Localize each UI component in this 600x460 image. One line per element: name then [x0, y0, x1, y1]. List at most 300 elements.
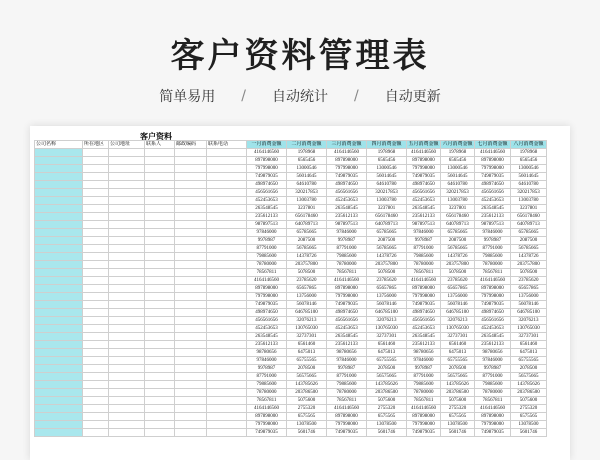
amount-cell[interactable]: 87791000 — [475, 373, 511, 381]
amount-cell[interactable]: 23785620 — [511, 277, 547, 285]
amount-cell[interactable]: 65657865 — [511, 285, 547, 293]
empty-cell[interactable] — [109, 165, 145, 173]
empty-cell[interactable] — [83, 165, 109, 173]
amount-cell[interactable]: 987897513 — [247, 221, 287, 229]
amount-cell[interactable]: 23785620 — [441, 277, 475, 285]
column-header[interactable]: 所在地区 — [83, 141, 109, 149]
empty-cell[interactable] — [35, 365, 83, 373]
amount-cell[interactable]: 203786500 — [441, 389, 475, 397]
empty-cell[interactable] — [35, 285, 83, 293]
column-header[interactable]: 三月消费金额 — [327, 141, 367, 149]
amount-cell[interactable]: 97846000 — [407, 357, 441, 365]
amount-cell[interactable]: 79885600 — [475, 253, 511, 261]
empty-cell[interactable] — [207, 381, 247, 389]
empty-cell[interactable] — [35, 253, 83, 261]
empty-cell[interactable] — [83, 405, 109, 413]
amount-cell[interactable]: 65755565 — [367, 357, 407, 365]
empty-cell[interactable] — [175, 277, 207, 285]
empty-cell[interactable] — [145, 189, 175, 197]
amount-cell[interactable]: 203757800 — [511, 261, 547, 269]
amount-cell[interactable]: 749879035 — [247, 429, 287, 437]
amount-cell[interactable]: 3237801 — [367, 205, 407, 213]
empty-cell[interactable] — [145, 277, 175, 285]
amount-cell[interactable]: 456561656 — [327, 317, 367, 325]
amount-cell[interactable]: 98780656 — [247, 349, 287, 357]
amount-cell[interactable]: 456561656 — [475, 189, 511, 197]
empty-cell[interactable] — [145, 341, 175, 349]
empty-cell[interactable] — [35, 421, 83, 429]
amount-cell[interactable]: 640789713 — [511, 221, 547, 229]
amount-cell[interactable]: 6575565 — [441, 413, 475, 421]
empty-cell[interactable] — [175, 381, 207, 389]
amount-cell[interactable]: 65657865 — [367, 285, 407, 293]
amount-cell[interactable]: 97846000 — [407, 229, 441, 237]
empty-cell[interactable] — [175, 173, 207, 181]
amount-cell[interactable]: 4164146560 — [407, 277, 441, 285]
empty-cell[interactable] — [35, 413, 83, 421]
empty-cell[interactable] — [83, 149, 109, 157]
amount-cell[interactable]: 263548545 — [407, 333, 441, 341]
amount-cell[interactable]: 749879035 — [327, 301, 367, 309]
empty-cell[interactable] — [207, 277, 247, 285]
empty-cell[interactable] — [109, 245, 145, 253]
amount-cell[interactable]: 797998000 — [475, 293, 511, 301]
empty-cell[interactable] — [83, 261, 109, 269]
empty-cell[interactable] — [145, 413, 175, 421]
empty-cell[interactable] — [35, 397, 83, 405]
empty-cell[interactable] — [109, 261, 145, 269]
column-header[interactable]: 六月消费金额 — [442, 141, 473, 147]
empty-cell[interactable] — [35, 205, 83, 213]
amount-cell[interactable]: 65657865 — [441, 285, 475, 293]
empty-cell[interactable] — [35, 381, 83, 389]
column-header[interactable]: 联系人 — [145, 141, 175, 149]
amount-cell[interactable]: 5078500 — [367, 269, 407, 277]
amount-cell[interactable]: 656178460 — [511, 213, 547, 221]
empty-cell[interactable] — [175, 413, 207, 421]
amount-cell[interactable]: 452453653 — [327, 325, 367, 333]
amount-cell[interactable]: 5601746 — [367, 429, 407, 437]
empty-cell[interactable] — [35, 389, 83, 397]
amount-cell[interactable]: 78567811 — [407, 269, 441, 277]
amount-cell[interactable]: 65785665 — [511, 229, 547, 237]
amount-cell[interactable]: 235612133 — [247, 341, 287, 349]
empty-cell[interactable] — [207, 429, 247, 437]
amount-cell[interactable]: 79885600 — [247, 381, 287, 389]
amount-cell[interactable]: 9978987 — [247, 237, 287, 245]
empty-cell[interactable] — [175, 157, 207, 165]
amount-cell[interactable]: 6565456 — [511, 157, 547, 165]
empty-cell[interactable] — [145, 165, 175, 173]
amount-cell[interactable]: 897898000 — [475, 157, 511, 165]
empty-cell[interactable] — [35, 173, 83, 181]
amount-cell[interactable]: 498974650 — [475, 309, 511, 317]
empty-cell[interactable] — [207, 357, 247, 365]
empty-cell[interactable] — [175, 285, 207, 293]
empty-cell[interactable] — [109, 157, 145, 165]
amount-cell[interactable]: 897898000 — [327, 157, 367, 165]
amount-cell[interactable]: 13078500 — [287, 421, 327, 429]
empty-cell[interactable] — [175, 205, 207, 213]
amount-cell[interactable]: 452453653 — [407, 197, 441, 205]
empty-cell[interactable] — [35, 293, 83, 301]
amount-cell[interactable]: 87791000 — [247, 245, 287, 253]
empty-cell[interactable] — [145, 381, 175, 389]
empty-cell[interactable] — [109, 421, 145, 429]
amount-cell[interactable]: 987897513 — [407, 221, 441, 229]
amount-cell[interactable]: 32076213 — [367, 317, 407, 325]
amount-cell[interactable]: 235612133 — [475, 213, 511, 221]
amount-cell[interactable]: 897898000 — [407, 157, 441, 165]
amount-cell[interactable]: 6475013 — [441, 349, 475, 357]
empty-cell[interactable] — [145, 301, 175, 309]
amount-cell[interactable]: 4164146560 — [327, 277, 367, 285]
amount-cell[interactable]: 78567811 — [247, 397, 287, 405]
empty-cell[interactable] — [175, 405, 207, 413]
amount-cell[interactable]: 13078500 — [441, 421, 475, 429]
amount-cell[interactable]: 263548545 — [407, 205, 441, 213]
amount-cell[interactable]: 203786500 — [511, 389, 547, 397]
amount-cell[interactable]: 5078500 — [287, 269, 327, 277]
empty-cell[interactable] — [109, 413, 145, 421]
empty-cell[interactable] — [83, 293, 109, 301]
amount-cell[interactable]: 452453653 — [407, 325, 441, 333]
amount-cell[interactable]: 235612133 — [327, 213, 367, 221]
amount-cell[interactable]: 452453653 — [475, 325, 511, 333]
empty-cell[interactable] — [35, 277, 83, 285]
empty-cell[interactable] — [35, 269, 83, 277]
amount-cell[interactable]: 64610780 — [287, 181, 327, 189]
amount-cell[interactable]: 646785100 — [511, 309, 547, 317]
empty-cell[interactable] — [109, 333, 145, 341]
amount-cell[interactable]: 897898000 — [475, 285, 511, 293]
amount-cell[interactable]: 640789713 — [441, 221, 475, 229]
empty-cell[interactable] — [207, 301, 247, 309]
amount-cell[interactable]: 2755320 — [287, 405, 327, 413]
amount-cell[interactable]: 32737301 — [511, 333, 547, 341]
amount-cell[interactable]: 749879035 — [475, 301, 511, 309]
amount-cell[interactable]: 749879035 — [475, 429, 511, 437]
amount-cell[interactable]: 4164146560 — [327, 149, 367, 157]
amount-cell[interactable]: 897898000 — [327, 413, 367, 421]
amount-cell[interactable]: 56014645 — [511, 173, 547, 181]
amount-cell[interactable]: 6575565 — [511, 413, 547, 421]
empty-cell[interactable] — [145, 389, 175, 397]
empty-cell[interactable] — [83, 381, 109, 389]
empty-cell[interactable] — [207, 189, 247, 197]
empty-cell[interactable] — [175, 341, 207, 349]
empty-cell[interactable] — [175, 389, 207, 397]
empty-cell[interactable] — [83, 325, 109, 333]
empty-cell[interactable] — [109, 405, 145, 413]
empty-cell[interactable] — [145, 397, 175, 405]
amount-cell[interactable]: 797998000 — [327, 421, 367, 429]
amount-cell[interactable]: 64610780 — [511, 181, 547, 189]
empty-cell[interactable] — [109, 205, 145, 213]
amount-cell[interactable]: 98780656 — [475, 349, 511, 357]
amount-cell[interactable]: 263548545 — [475, 333, 511, 341]
empty-cell[interactable] — [83, 301, 109, 309]
amount-cell[interactable]: 2087500 — [367, 237, 407, 245]
empty-cell[interactable] — [207, 181, 247, 189]
amount-cell[interactable]: 6565456 — [441, 157, 475, 165]
empty-cell[interactable] — [109, 341, 145, 349]
empty-cell[interactable] — [83, 181, 109, 189]
amount-cell[interactable]: 235612133 — [407, 341, 441, 349]
empty-cell[interactable] — [35, 333, 83, 341]
empty-cell[interactable] — [109, 365, 145, 373]
amount-cell[interactable]: 78780000 — [475, 389, 511, 397]
amount-cell[interactable]: 32076213 — [511, 317, 547, 325]
amount-cell[interactable]: 6561460 — [511, 341, 547, 349]
amount-cell[interactable]: 143785626 — [287, 381, 327, 389]
empty-cell[interactable] — [175, 181, 207, 189]
amount-cell[interactable]: 2755320 — [511, 405, 547, 413]
amount-cell[interactable]: 56575665 — [441, 373, 475, 381]
amount-cell[interactable]: 749879035 — [247, 173, 287, 181]
amount-cell[interactable]: 65657865 — [287, 285, 327, 293]
amount-cell[interactable]: 797998000 — [475, 165, 511, 173]
empty-cell[interactable] — [207, 173, 247, 181]
amount-cell[interactable]: 456561656 — [407, 189, 441, 197]
empty-cell[interactable] — [175, 293, 207, 301]
column-header[interactable]: 四月消费金额 — [367, 141, 407, 149]
empty-cell[interactable] — [175, 357, 207, 365]
amount-cell[interactable]: 2755320 — [367, 405, 407, 413]
amount-cell[interactable]: 65755565 — [441, 357, 475, 365]
amount-cell[interactable]: 13003780 — [287, 197, 327, 205]
amount-cell[interactable]: 13003780 — [441, 197, 475, 205]
empty-cell[interactable] — [109, 357, 145, 365]
empty-cell[interactable] — [175, 301, 207, 309]
empty-cell[interactable] — [35, 157, 83, 165]
amount-cell[interactable]: 498974650 — [247, 181, 287, 189]
empty-cell[interactable] — [207, 405, 247, 413]
amount-cell[interactable]: 56785665 — [441, 245, 475, 253]
amount-cell[interactable]: 13756000 — [367, 293, 407, 301]
amount-cell[interactable]: 797998000 — [327, 165, 367, 173]
empty-cell[interactable] — [175, 221, 207, 229]
amount-cell[interactable]: 1978968 — [367, 149, 407, 157]
amount-cell[interactable]: 1978968 — [441, 149, 475, 157]
amount-cell[interactable]: 56078146 — [367, 301, 407, 309]
empty-cell[interactable] — [145, 181, 175, 189]
amount-cell[interactable]: 79885600 — [475, 381, 511, 389]
amount-cell[interactable]: 97846000 — [327, 229, 367, 237]
amount-cell[interactable]: 235612133 — [475, 341, 511, 349]
amount-cell[interactable]: 797998000 — [407, 165, 441, 173]
amount-cell[interactable]: 263548545 — [247, 333, 287, 341]
empty-cell[interactable] — [175, 317, 207, 325]
empty-cell[interactable] — [145, 229, 175, 237]
amount-cell[interactable]: 78567811 — [247, 269, 287, 277]
empty-cell[interactable] — [207, 261, 247, 269]
empty-cell[interactable] — [109, 397, 145, 405]
empty-cell[interactable] — [35, 325, 83, 333]
amount-cell[interactable]: 64610780 — [367, 181, 407, 189]
amount-cell[interactable]: 13000546 — [511, 165, 547, 173]
amount-cell[interactable]: 13003780 — [511, 197, 547, 205]
empty-cell[interactable] — [35, 317, 83, 325]
empty-cell[interactable] — [145, 253, 175, 261]
empty-cell[interactable] — [145, 325, 175, 333]
empty-cell[interactable] — [83, 397, 109, 405]
amount-cell[interactable]: 646785100 — [441, 309, 475, 317]
empty-cell[interactable] — [175, 261, 207, 269]
empty-cell[interactable] — [35, 405, 83, 413]
amount-cell[interactable]: 320217853 — [441, 189, 475, 197]
empty-cell[interactable] — [83, 157, 109, 165]
empty-cell[interactable] — [35, 357, 83, 365]
empty-cell[interactable] — [35, 301, 83, 309]
amount-cell[interactable]: 79885600 — [247, 253, 287, 261]
amount-cell[interactable]: 56575665 — [367, 373, 407, 381]
amount-cell[interactable]: 79885600 — [327, 381, 367, 389]
amount-cell[interactable]: 749879035 — [327, 429, 367, 437]
amount-cell[interactable]: 13078500 — [367, 421, 407, 429]
amount-cell[interactable]: 5075600 — [441, 397, 475, 405]
empty-cell[interactable] — [145, 237, 175, 245]
column-header[interactable]: 一月消费金额 — [247, 141, 287, 149]
empty-cell[interactable] — [145, 261, 175, 269]
empty-cell[interactable] — [175, 213, 207, 221]
amount-cell[interactable]: 456561656 — [327, 189, 367, 197]
amount-cell[interactable]: 87791000 — [407, 245, 441, 253]
empty-cell[interactable] — [207, 293, 247, 301]
amount-cell[interactable]: 32737301 — [441, 333, 475, 341]
amount-cell[interactable]: 6565456 — [367, 157, 407, 165]
amount-cell[interactable]: 78567811 — [327, 397, 367, 405]
amount-cell[interactable]: 640789713 — [287, 221, 327, 229]
amount-cell[interactable]: 5075600 — [287, 397, 327, 405]
amount-cell[interactable]: 23785620 — [367, 277, 407, 285]
empty-cell[interactable] — [145, 149, 175, 157]
amount-cell[interactable]: 797998000 — [327, 293, 367, 301]
amount-cell[interactable]: 320217853 — [511, 189, 547, 197]
amount-cell[interactable]: 320217853 — [287, 189, 327, 197]
empty-cell[interactable] — [109, 253, 145, 261]
empty-cell[interactable] — [109, 309, 145, 317]
amount-cell[interactable]: 9978987 — [407, 237, 441, 245]
empty-cell[interactable] — [175, 365, 207, 373]
column-header[interactable]: 二月消费金额 — [287, 141, 327, 149]
empty-cell[interactable] — [175, 333, 207, 341]
amount-cell[interactable]: 498974650 — [407, 309, 441, 317]
amount-cell[interactable]: 56014645 — [367, 173, 407, 181]
empty-cell[interactable] — [207, 237, 247, 245]
amount-cell[interactable]: 87791000 — [475, 245, 511, 253]
amount-cell[interactable]: 2078500 — [287, 365, 327, 373]
amount-cell[interactable]: 456561656 — [475, 317, 511, 325]
empty-cell[interactable] — [83, 189, 109, 197]
amount-cell[interactable]: 452453653 — [247, 325, 287, 333]
empty-cell[interactable] — [83, 197, 109, 205]
empty-cell[interactable] — [175, 421, 207, 429]
empty-cell[interactable] — [35, 181, 83, 189]
amount-cell[interactable]: 6475013 — [367, 349, 407, 357]
empty-cell[interactable] — [35, 221, 83, 229]
empty-cell[interactable] — [145, 245, 175, 253]
empty-cell[interactable] — [83, 389, 109, 397]
amount-cell[interactable]: 78567811 — [407, 397, 441, 405]
amount-cell[interactable]: 4164146560 — [475, 149, 511, 157]
amount-cell[interactable]: 646785100 — [287, 309, 327, 317]
amount-cell[interactable]: 2078500 — [367, 365, 407, 373]
amount-cell[interactable]: 9978987 — [475, 237, 511, 245]
empty-cell[interactable] — [35, 309, 83, 317]
empty-cell[interactable] — [175, 253, 207, 261]
amount-cell[interactable]: 6561460 — [367, 341, 407, 349]
empty-cell[interactable] — [145, 269, 175, 277]
amount-cell[interactable]: 2087500 — [287, 237, 327, 245]
amount-cell[interactable]: 87791000 — [407, 373, 441, 381]
amount-cell[interactable]: 78567811 — [475, 269, 511, 277]
empty-cell[interactable] — [207, 253, 247, 261]
amount-cell[interactable]: 4164146560 — [327, 405, 367, 413]
amount-cell[interactable]: 5075600 — [367, 397, 407, 405]
empty-cell[interactable] — [207, 245, 247, 253]
empty-cell[interactable] — [207, 221, 247, 229]
empty-cell[interactable] — [175, 429, 207, 437]
amount-cell[interactable]: 143785626 — [511, 381, 547, 389]
empty-cell[interactable] — [207, 269, 247, 277]
amount-cell[interactable]: 235612133 — [247, 213, 287, 221]
amount-cell[interactable]: 13000546 — [287, 165, 327, 173]
empty-cell[interactable] — [175, 309, 207, 317]
empty-cell[interactable] — [145, 213, 175, 221]
empty-cell[interactable] — [145, 349, 175, 357]
amount-cell[interactable]: 9978987 — [327, 237, 367, 245]
empty-cell[interactable] — [83, 373, 109, 381]
empty-cell[interactable] — [145, 293, 175, 301]
amount-cell[interactable]: 65785665 — [367, 229, 407, 237]
amount-cell[interactable]: 5601746 — [441, 429, 475, 437]
column-header[interactable]: 八月消费金额 — [511, 141, 547, 149]
amount-cell[interactable]: 897898000 — [407, 413, 441, 421]
empty-cell[interactable] — [109, 189, 145, 197]
empty-cell[interactable] — [35, 341, 83, 349]
amount-cell[interactable]: 6561460 — [441, 341, 475, 349]
empty-cell[interactable] — [175, 245, 207, 253]
amount-cell[interactable]: 130765030 — [287, 325, 327, 333]
amount-cell[interactable]: 65755565 — [511, 357, 547, 365]
amount-cell[interactable]: 9978987 — [327, 365, 367, 373]
empty-cell[interactable] — [83, 205, 109, 213]
empty-cell[interactable] — [109, 389, 145, 397]
amount-cell[interactable]: 13003780 — [367, 197, 407, 205]
amount-cell[interactable]: 78780000 — [475, 261, 511, 269]
amount-cell[interactable]: 32737301 — [287, 333, 327, 341]
amount-cell[interactable]: 6575565 — [367, 413, 407, 421]
empty-cell[interactable] — [109, 149, 145, 157]
amount-cell[interactable]: 203786500 — [287, 389, 327, 397]
amount-cell[interactable]: 143785626 — [367, 381, 407, 389]
empty-cell[interactable] — [83, 413, 109, 421]
amount-cell[interactable]: 498974650 — [475, 181, 511, 189]
empty-cell[interactable] — [109, 373, 145, 381]
empty-cell[interactable] — [145, 309, 175, 317]
amount-cell[interactable]: 32737301 — [367, 333, 407, 341]
empty-cell[interactable] — [175, 325, 207, 333]
amount-cell[interactable]: 2087500 — [511, 237, 547, 245]
amount-cell[interactable]: 1978968 — [511, 149, 547, 157]
empty-cell[interactable] — [109, 213, 145, 221]
empty-cell[interactable] — [207, 213, 247, 221]
amount-cell[interactable]: 3237801 — [441, 205, 475, 213]
empty-cell[interactable] — [207, 397, 247, 405]
amount-cell[interactable]: 498974650 — [247, 309, 287, 317]
empty-cell[interactable] — [109, 173, 145, 181]
